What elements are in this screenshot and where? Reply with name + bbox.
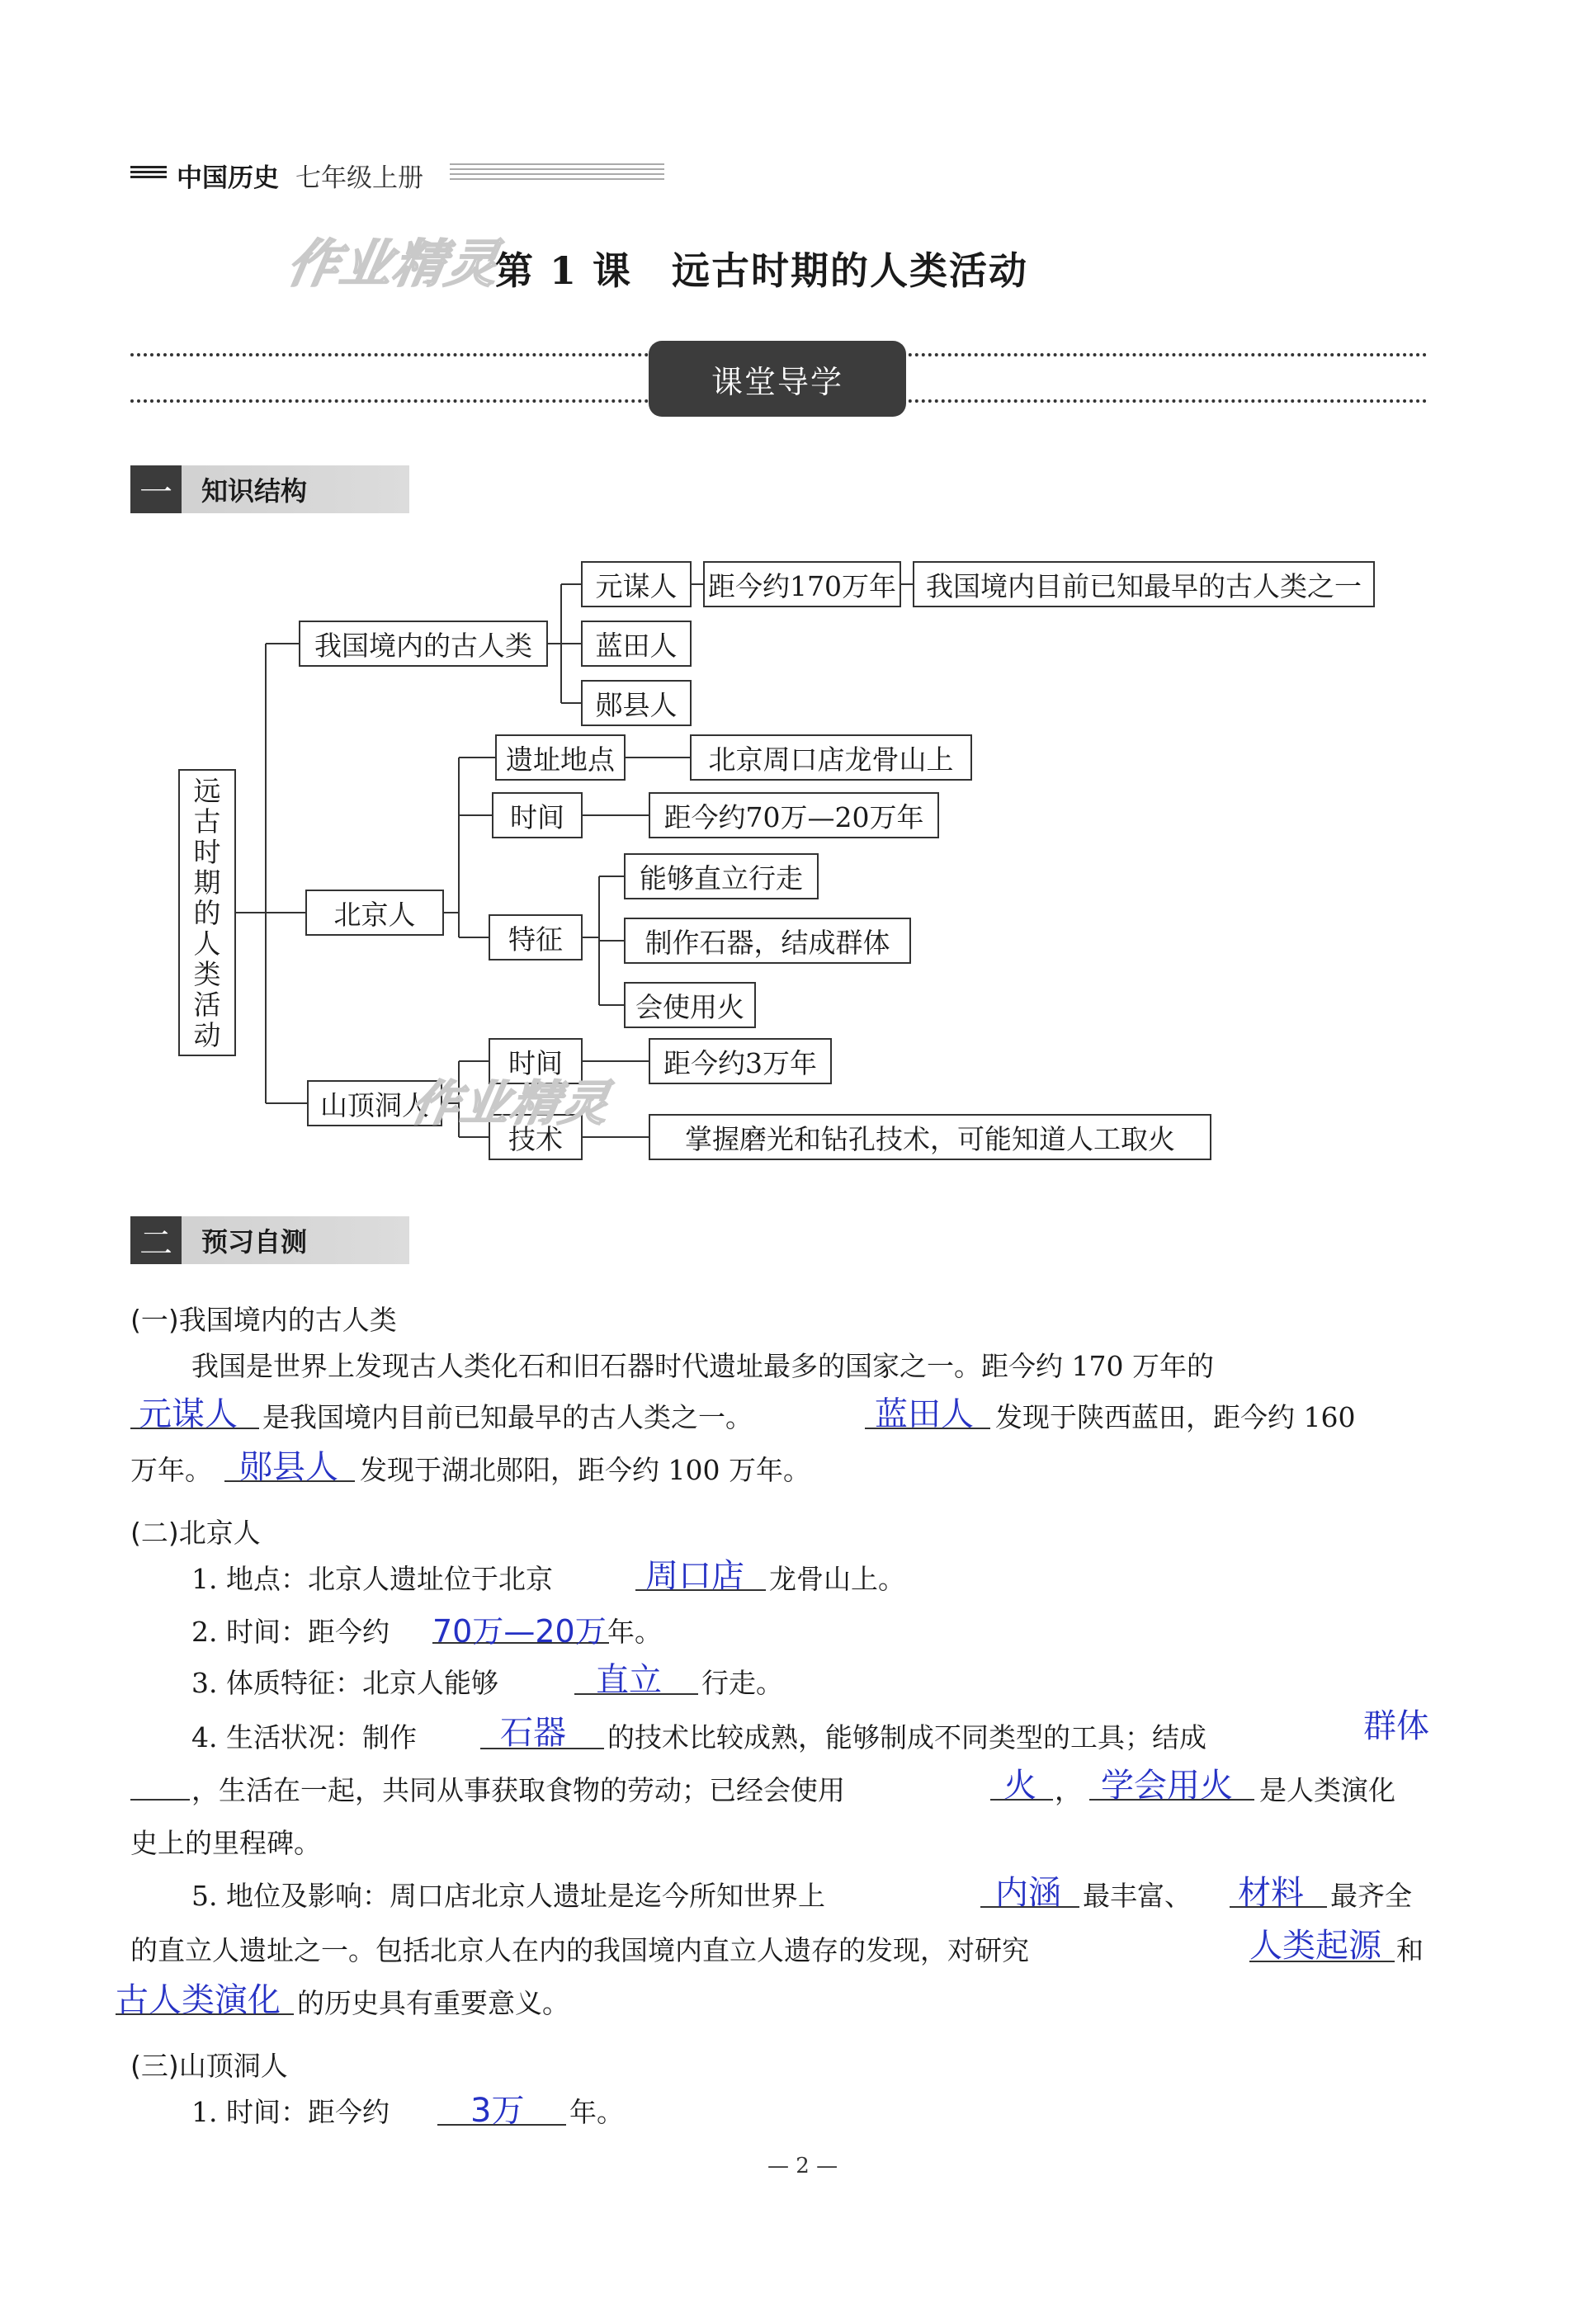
answer-qiyuan: 人类起源: [1249, 1927, 1381, 1965]
answer-qunti: 群体: [1363, 1707, 1429, 1745]
answer-zhoukoudian: 周口店: [645, 1557, 744, 1595]
tree-node-lantian: 蓝田人: [581, 621, 692, 667]
q4c: ，生活在一起，共同从事获取食物的劳动；已经会使用: [191, 1774, 845, 1806]
tree-node-peking: 北京人: [305, 890, 444, 936]
answer-huo: 火: [1003, 1767, 1036, 1805]
p1-line2b: 发现于陕西蓝田，距今约 160: [995, 1401, 1356, 1433]
heading-peking: (二)北京人: [130, 1517, 261, 1549]
heading-cave: (三)山顶洞人: [130, 2050, 288, 2082]
tree-node-time-value: 距今约70万—20万年: [649, 792, 939, 838]
q4f: 史上的里程碑。: [130, 1827, 321, 1859]
section-number: 二: [130, 1216, 182, 1264]
q5c: 最齐全: [1330, 1880, 1412, 1912]
q4e: 是人类演化: [1259, 1774, 1395, 1806]
tree-node-yuanmou-note: 我国境内目前已知最早的古人类之一: [913, 561, 1375, 607]
page-number: — 2 —: [767, 2154, 838, 2178]
answer-yuanmou: 元谋人: [139, 1395, 238, 1433]
section-number: 一: [130, 465, 182, 513]
tree-node-tech-label: 技术: [489, 1114, 583, 1160]
q3a: 3. 体质特征：北京人能够: [191, 1667, 498, 1699]
tree-node-feature-3: 会使用火: [624, 982, 756, 1028]
r1a: 1. 时间：距今约: [191, 2096, 390, 2128]
watermark: 作业精灵: [282, 234, 505, 294]
blank: [130, 1799, 190, 1801]
p1-line2a: 是我国境内目前已知最早的古人类之一。: [262, 1401, 753, 1433]
q1a: 1. 地点：北京人遗址位于北京: [191, 1563, 553, 1595]
answer-neihan: 内涵: [995, 1874, 1061, 1912]
tree-node-feature-2: 制作石器，结成群体: [624, 918, 911, 964]
answer-time: 70万—20万: [432, 1613, 607, 1650]
guide-badge: 课堂导学: [649, 341, 906, 417]
r1b: 年。: [569, 2096, 624, 2128]
tree-node-yuanmou: 元谋人: [581, 561, 692, 607]
answer-yonghuo: 学会用火: [1101, 1767, 1233, 1805]
tree-node-feature-label: 特征: [489, 914, 583, 960]
header-grade: 七年级上册: [295, 163, 423, 193]
tree-node-site-value: 北京周口店龙骨山上: [690, 734, 972, 781]
tree-node-ancient: 我国境内的古人类: [299, 621, 548, 667]
answer-3wan: 3万: [470, 2092, 525, 2130]
answer-yunxian: 郧县人: [239, 1448, 338, 1486]
tree-node-tech-value: 掌握磨光和钻孔技术，可能知道人工取火: [649, 1114, 1211, 1160]
q1b: 龙骨山上。: [769, 1563, 905, 1595]
p1-line1: 我国是世界上发现古人类化石和旧石器时代遗址最多的国家之一。距今约 170 万年的: [191, 1350, 1214, 1382]
q4a: 4. 生活状况：制作: [191, 1721, 417, 1753]
answer-yanhua: 古人类演化: [116, 1981, 281, 2019]
header-subject: 中国历史: [177, 163, 279, 193]
tree-root: 远 古 时 期 的 人 类 活 动: [178, 769, 236, 1056]
answer-lantian: 蓝田人: [875, 1395, 974, 1433]
heading-ancient: (一)我国境内的古人类: [130, 1304, 397, 1336]
tree-node-yuanmou-time: 距今约170万年: [703, 561, 901, 607]
q3b: 行走。: [701, 1667, 783, 1699]
watermark-2: 作业精灵: [407, 1075, 616, 1131]
tree-node-site-label: 遗址地点: [495, 734, 626, 781]
p1-line3a: 万年。: [130, 1454, 212, 1486]
lesson-title: 第 1 课 远古时期的人类活动: [495, 248, 1029, 293]
answer-shiqi: 石器: [500, 1714, 566, 1752]
tree-node-cave-time-value: 距今约3万年: [649, 1038, 832, 1084]
answer-cailiao: 材料: [1238, 1874, 1304, 1912]
section-label: 预习自测: [201, 1226, 308, 1258]
section-pretest: [130, 1216, 409, 1264]
tree-node-cave-time-label: 时间: [489, 1038, 583, 1084]
tree-node-feature-1: 能够直立行走: [624, 853, 819, 899]
q4b: 的技术比较成熟，能够制成不同类型的工具；结成: [607, 1721, 1206, 1753]
tree-node-yunxian: 郧县人: [581, 680, 692, 726]
q5f: 的历史具有重要意义。: [297, 1987, 569, 2019]
q5d: 的直立人遗址之一。包括北京人在内的我国境内直立人遗存的发现，对研究: [130, 1934, 1029, 1966]
q5e: 和: [1396, 1934, 1424, 1966]
tree-node-time-label: 时间: [492, 792, 583, 838]
tree-node-cave: 山顶洞人: [307, 1080, 442, 1126]
answer-zhili: 直立: [596, 1661, 662, 1699]
q5b: 最丰富、: [1083, 1880, 1192, 1912]
q2a: 2. 时间：距今约: [191, 1616, 390, 1648]
p1-line3b: 发现于湖北郧阳，距今约 100 万年。: [360, 1454, 810, 1486]
q4d: ，: [1055, 1774, 1082, 1806]
q2b: 年。: [607, 1616, 662, 1648]
q5a: 5. 地位及影响：周口店北京人遗址是迄今所知世界上: [191, 1880, 825, 1912]
section-label: 知识结构: [201, 475, 308, 507]
